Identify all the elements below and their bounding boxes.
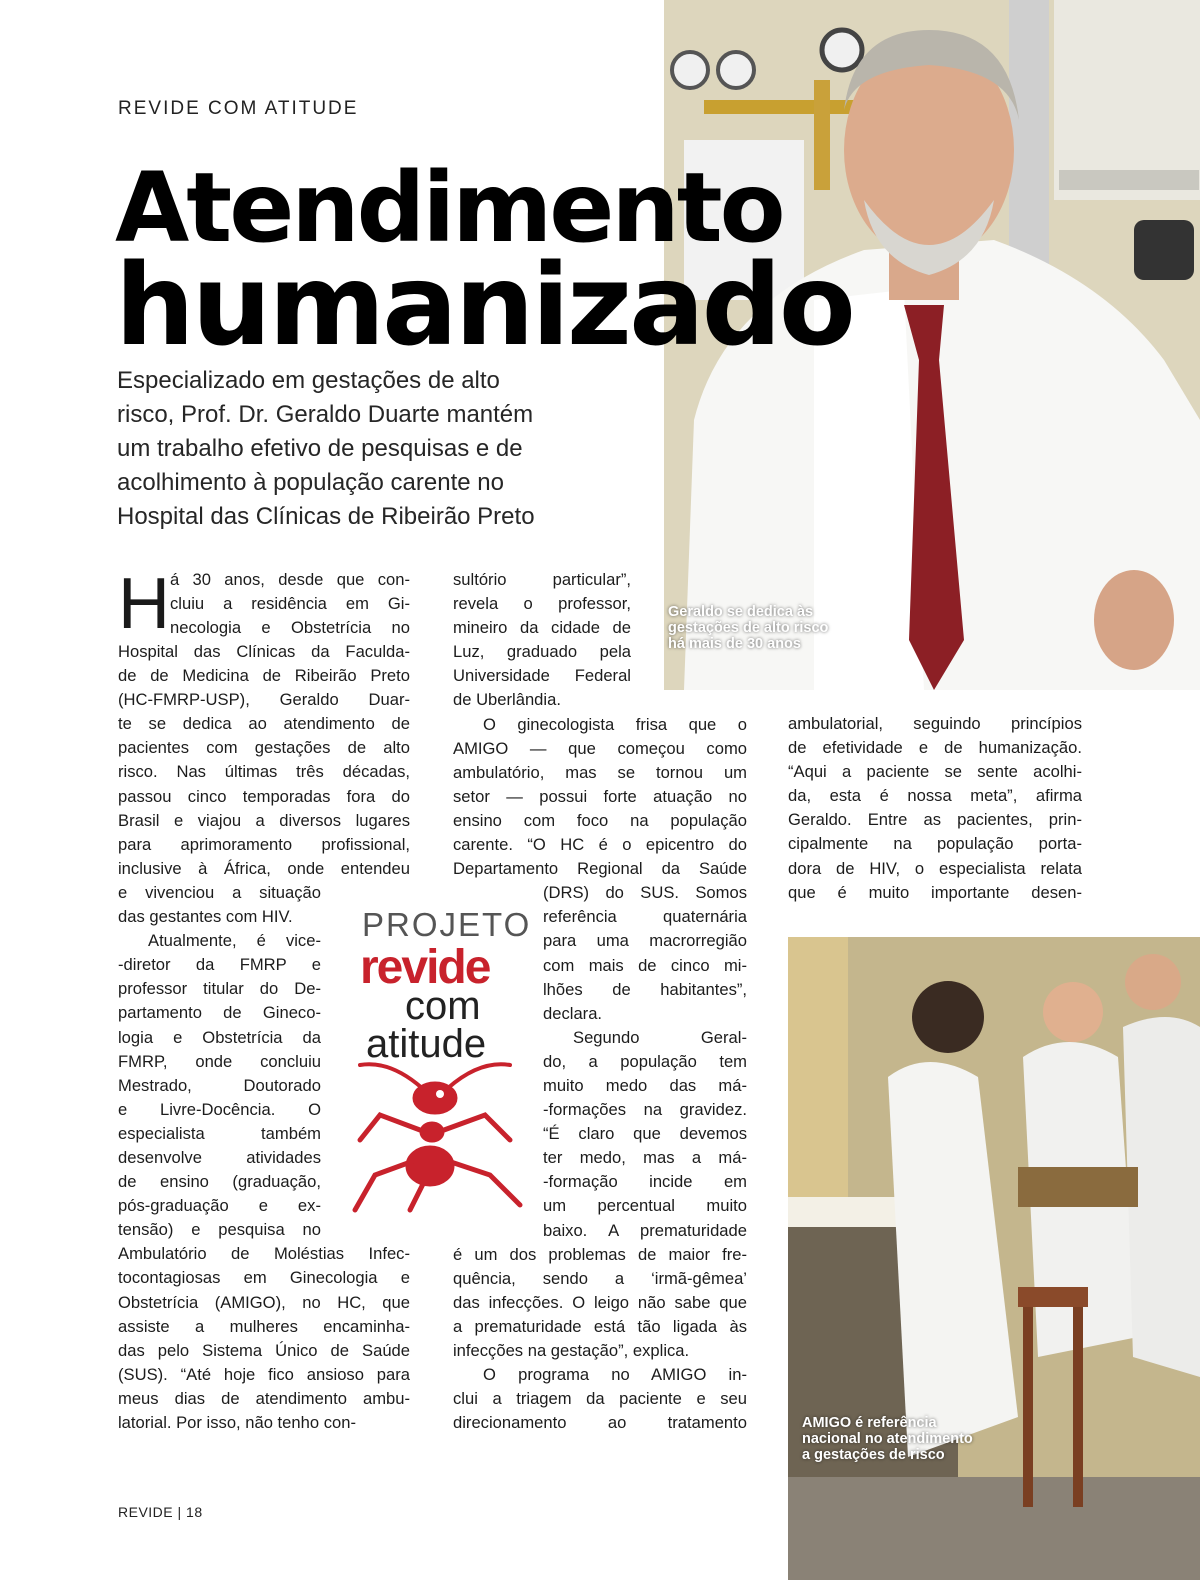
text-line: setor — possui forte atuação no bbox=[453, 786, 747, 806]
text-line: carente. “O HC é o epicentro do bbox=[453, 835, 747, 855]
text-line: quência, sendo a ‘irmã-gêmea’ bbox=[453, 1268, 747, 1288]
text-line: pós-graduação e ex- bbox=[118, 1196, 321, 1216]
text-line: especialista também bbox=[118, 1123, 321, 1143]
text-line: cluiu a residência em Gi- bbox=[170, 594, 410, 614]
column-2 bbox=[453, 568, 747, 1435]
text-line: revela o professor, bbox=[453, 594, 631, 614]
text-line: necologia e Obstetrícia no bbox=[170, 618, 410, 638]
lede-line: acolhimento à população carente no bbox=[117, 469, 504, 496]
caption-line: AMIGO é referência bbox=[802, 1415, 937, 1431]
text-line: de efetividade e de humanização. bbox=[788, 738, 1082, 758]
logo-com-text: com bbox=[405, 984, 481, 1028]
text-line: lhões de habitantes”, bbox=[543, 979, 747, 999]
text-line: desenvolve atividades bbox=[118, 1147, 321, 1167]
text-line: ambulatorial, seguindo princípios bbox=[788, 714, 1082, 733]
text-line: com mais de cinco mi- bbox=[543, 955, 747, 975]
text-line: da, esta é nossa meta”, afirma bbox=[788, 786, 1082, 806]
title-line: Atendimento bbox=[115, 152, 783, 264]
lede-line: risco, Prof. Dr. Geraldo Duarte mantém bbox=[117, 401, 534, 428]
text-line: do, a população tem bbox=[543, 1051, 747, 1071]
section-label: REVIDE COM ATITUDE bbox=[118, 98, 359, 119]
column-1-intro bbox=[170, 568, 410, 640]
text-line: Mestrado, Doutorado bbox=[118, 1075, 321, 1095]
drop-cap: H bbox=[118, 564, 170, 644]
lede-line: Especializado em gestações de alto bbox=[117, 367, 500, 394]
text-line: de ensino (graduação, bbox=[118, 1172, 321, 1192]
text-line: é um dos problemas de maior fre- bbox=[453, 1244, 747, 1264]
text-line: (SUS). “Até hoje fico ansioso para bbox=[118, 1364, 410, 1384]
page-footer: REVIDE | 18 bbox=[118, 1504, 203, 1520]
caption-line: há mais de 30 anos bbox=[668, 636, 801, 652]
text-line: ambulatório, mas se tornou um bbox=[453, 762, 747, 782]
text-line: Atualmente, é vice- bbox=[148, 931, 321, 951]
text-line: inclusive à África, onde entendeu bbox=[118, 858, 410, 878]
text-line: Geraldo. Entre as pacientes, prin- bbox=[788, 810, 1082, 830]
text-line: e Livre-Docência. O bbox=[118, 1099, 321, 1119]
text-line: O programa no AMIGO in- bbox=[483, 1365, 747, 1385]
text-line: direcionamento ao tratamento bbox=[453, 1413, 747, 1433]
text-line: Departamento Regional da Saúde bbox=[453, 859, 747, 879]
text-line: risco. Nas últimas três décadas, bbox=[118, 762, 410, 782]
text-line: Segundo Geral- bbox=[573, 1027, 747, 1047]
text-line: que é muito importante desen- bbox=[788, 882, 1082, 902]
text-line: Hospital das Clínicas da Faculda- bbox=[118, 642, 410, 661]
ant-logo-icon bbox=[350, 1060, 525, 1215]
text-line: Luz, graduado pela bbox=[453, 642, 631, 662]
text-line: tensão) e pesquisa no bbox=[118, 1220, 321, 1240]
text-line: das gestantes com HIV. bbox=[118, 907, 293, 927]
text-line: “Aqui a paciente se sente acolhi- bbox=[788, 762, 1082, 782]
lede-line: Hospital das Clínicas de Ribeirão Preto bbox=[117, 503, 535, 530]
text-line: (DRS) do SUS. Somos bbox=[543, 883, 747, 903]
text-line: clui a triagem da paciente e seu bbox=[453, 1389, 747, 1409]
text-line: infecções na gestação”, explica. bbox=[453, 1341, 690, 1360]
text-line: Ambulatório de Moléstias Infec- bbox=[118, 1244, 410, 1264]
text-line: meus dias de atendimento ambu- bbox=[118, 1388, 410, 1408]
text-line: sultório particular”, bbox=[453, 570, 631, 589]
photo-caption-team bbox=[802, 1415, 973, 1463]
text-line: das infecções. O leigo não sabe que bbox=[453, 1292, 747, 1312]
team-photo bbox=[788, 937, 1200, 1580]
text-line: partamento de Gineco- bbox=[118, 1003, 321, 1023]
text-line: para uma macrorregião bbox=[543, 931, 747, 951]
text-line: pacientes com gestações de alto bbox=[118, 738, 410, 758]
text-line: dora de HIV, o especialista relata bbox=[788, 858, 1082, 878]
text-line: AMIGO — que começou como bbox=[453, 738, 747, 758]
text-line: baixo. A prematuridade bbox=[543, 1220, 747, 1240]
text-line: ensino com foco na população bbox=[453, 810, 747, 830]
text-line: referência quaternária bbox=[543, 907, 747, 927]
column-3 bbox=[788, 712, 1082, 905]
text-line: latorial. Por isso, não tenho con- bbox=[118, 1413, 356, 1432]
title-line: humanizado bbox=[115, 241, 853, 371]
article-title bbox=[115, 152, 853, 371]
logo-atitude-text: atitude bbox=[366, 1022, 487, 1066]
text-line: de de Medicina de Ribeirão Preto bbox=[118, 666, 410, 686]
caption-line: nacional no atendimento bbox=[802, 1431, 973, 1447]
text-line: professor titular do De- bbox=[118, 979, 321, 999]
text-line: Brasil e viajou a diversos lugares bbox=[118, 810, 410, 830]
logo-projeto-text: PROJETO bbox=[362, 906, 532, 943]
text-line: para aprimoramento profissional, bbox=[118, 834, 410, 854]
text-line: FMRP, onde concluiu bbox=[118, 1051, 321, 1071]
text-line: -formações na gravidez. bbox=[543, 1100, 747, 1120]
text-line: mineiro da cidade de bbox=[453, 618, 631, 638]
text-line: -formação incide em bbox=[543, 1172, 747, 1192]
text-line: assiste a mulheres encaminha- bbox=[118, 1316, 410, 1336]
text-line: ter medo, mas a má- bbox=[543, 1148, 747, 1168]
text-line: passou cinco temporadas fora do bbox=[118, 786, 410, 806]
text-line: das pelo Sistema Único de Saúde bbox=[118, 1340, 410, 1360]
text-line: tocontagiosas em Ginecologia e bbox=[118, 1268, 410, 1288]
text-line: um percentual muito bbox=[543, 1196, 747, 1216]
text-line: “É claro que devemos bbox=[543, 1124, 747, 1144]
text-line: Universidade Federal bbox=[453, 666, 631, 686]
text-line: a prematuridade está tão ligada às bbox=[453, 1316, 747, 1336]
text-line: O ginecologista frisa que o bbox=[483, 714, 747, 734]
logo-revide-text: revide bbox=[360, 941, 490, 994]
caption-line: a gestações de risco bbox=[802, 1447, 945, 1463]
text-line: -diretor da FMRP e bbox=[118, 955, 321, 975]
text-line: Obstetrícia (AMIGO), no HC, que bbox=[118, 1292, 410, 1312]
caption-line: gestações de alto risco bbox=[668, 620, 829, 636]
text-line: de Uberlândia. bbox=[453, 690, 561, 710]
text-line: cipalmente na população porta- bbox=[788, 834, 1082, 854]
text-line: (HC-FMRP-USP), Geraldo Duar- bbox=[118, 690, 410, 710]
text-line: logia e Obstetrícia da bbox=[118, 1027, 321, 1047]
text-line: á 30 anos, desde que con- bbox=[170, 570, 410, 589]
text-line: declara. bbox=[543, 1003, 603, 1023]
lede-line: um trabalho efetivo de pesquisas e de bbox=[117, 435, 523, 462]
caption-line: Geraldo se dedica às bbox=[668, 604, 814, 620]
article-lede bbox=[117, 364, 577, 534]
text-line: e vivenciou a situação bbox=[118, 882, 321, 902]
text-line: muito medo das má- bbox=[543, 1075, 747, 1095]
text-line: te se dedica ao atendimento de bbox=[118, 714, 410, 734]
